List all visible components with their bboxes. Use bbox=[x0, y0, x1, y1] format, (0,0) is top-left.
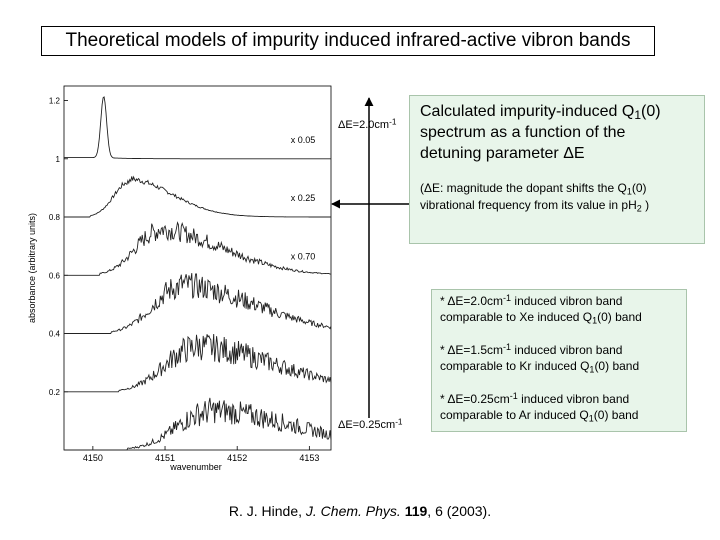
citation-volume: 119 bbox=[404, 503, 428, 519]
description-box bbox=[409, 95, 705, 244]
item-text: * ΔE=0.25cm bbox=[440, 392, 510, 406]
item-sub: 1 bbox=[592, 315, 598, 326]
y-tick-label: 0.6 bbox=[48, 271, 60, 281]
comparison-box bbox=[431, 289, 687, 432]
note-line2-sub: 2 bbox=[636, 203, 642, 214]
x-axis-label: wavenumber bbox=[170, 462, 222, 472]
y-axis-label: absorbance (arbitrary units) bbox=[27, 212, 37, 324]
item-sub: 1 bbox=[589, 364, 595, 375]
citation-rest: , 6 (2003). bbox=[427, 503, 492, 519]
item-text: * ΔE=2.0cm bbox=[440, 294, 504, 308]
scale-factor-label: x 0.70 bbox=[290, 251, 316, 262]
item-text: (0) band bbox=[593, 408, 639, 422]
item-sup: -1 bbox=[509, 390, 518, 401]
x-tick-label: 4150 bbox=[82, 453, 103, 463]
comparison-item bbox=[440, 391, 678, 423]
top-delta-value: ΔE=2.0cm bbox=[338, 119, 390, 131]
item-text: induced vibron band bbox=[511, 294, 623, 308]
heading-line1-post: (0) bbox=[641, 103, 661, 120]
y-tick-label: 0.2 bbox=[48, 387, 60, 397]
item-text: (0) band bbox=[597, 310, 642, 324]
bottom-delta-value: ΔE=0.25cm bbox=[338, 419, 396, 431]
citation bbox=[0, 503, 720, 519]
note-line1: (ΔE: magnitude the dopant shifts the Q bbox=[420, 181, 627, 195]
item-sub: 1 bbox=[588, 413, 594, 424]
y-tick-label: 1.2 bbox=[48, 96, 60, 106]
note-line1-sub: 1 bbox=[626, 186, 632, 197]
slide-title: Theoretical models of impurity induced infrared-active vibron bands bbox=[41, 26, 655, 56]
item-text: induced vibron band bbox=[517, 392, 630, 406]
item-text: induced vibron band bbox=[511, 343, 623, 357]
y-tick-label: 1 bbox=[55, 154, 60, 164]
heading-line1: Calculated impurity-induced Q bbox=[420, 103, 635, 120]
x-tick-label: 4152 bbox=[227, 453, 248, 463]
item-sup: -1 bbox=[503, 341, 512, 352]
citation-authors: R. J. Hinde, bbox=[228, 503, 306, 519]
top-delta-unit: -1 bbox=[389, 117, 397, 127]
scale-factor-label: x 0.05 bbox=[290, 134, 316, 145]
bottom-delta-unit: -1 bbox=[395, 417, 403, 427]
item-text: (0) band bbox=[594, 359, 640, 373]
item-text: * ΔE=1.5cm bbox=[440, 343, 504, 357]
note-line2-post: ) bbox=[641, 198, 650, 212]
scale-factor-label: x 0.25 bbox=[290, 193, 316, 204]
y-tick-label: 0.8 bbox=[48, 213, 60, 223]
x-tick-label: 4153 bbox=[299, 453, 320, 463]
item-sup: -1 bbox=[503, 292, 512, 303]
comparison-item bbox=[440, 293, 678, 325]
heading-line3: detuning parameter ΔE bbox=[420, 145, 585, 162]
heading-line1-sub: 1 bbox=[634, 108, 642, 122]
description-heading bbox=[420, 101, 694, 164]
citation-journal: J. Chem. Phys. bbox=[305, 503, 401, 519]
y-tick-label: 0.4 bbox=[48, 329, 60, 339]
note-line2: vibrational frequency from its value in pH bbox=[420, 198, 637, 212]
item-text: comparable to Ar induced Q bbox=[440, 408, 589, 422]
note-line1-post: (0) bbox=[631, 181, 647, 195]
x-tick-label: 4151 bbox=[155, 453, 176, 463]
description-note bbox=[420, 180, 694, 214]
heading-line2: spectrum as a function of the bbox=[420, 124, 626, 141]
item-text: comparable to Xe induced Q bbox=[440, 310, 593, 324]
comparison-item bbox=[440, 342, 678, 374]
item-text: comparable to Kr induced Q bbox=[440, 359, 590, 373]
